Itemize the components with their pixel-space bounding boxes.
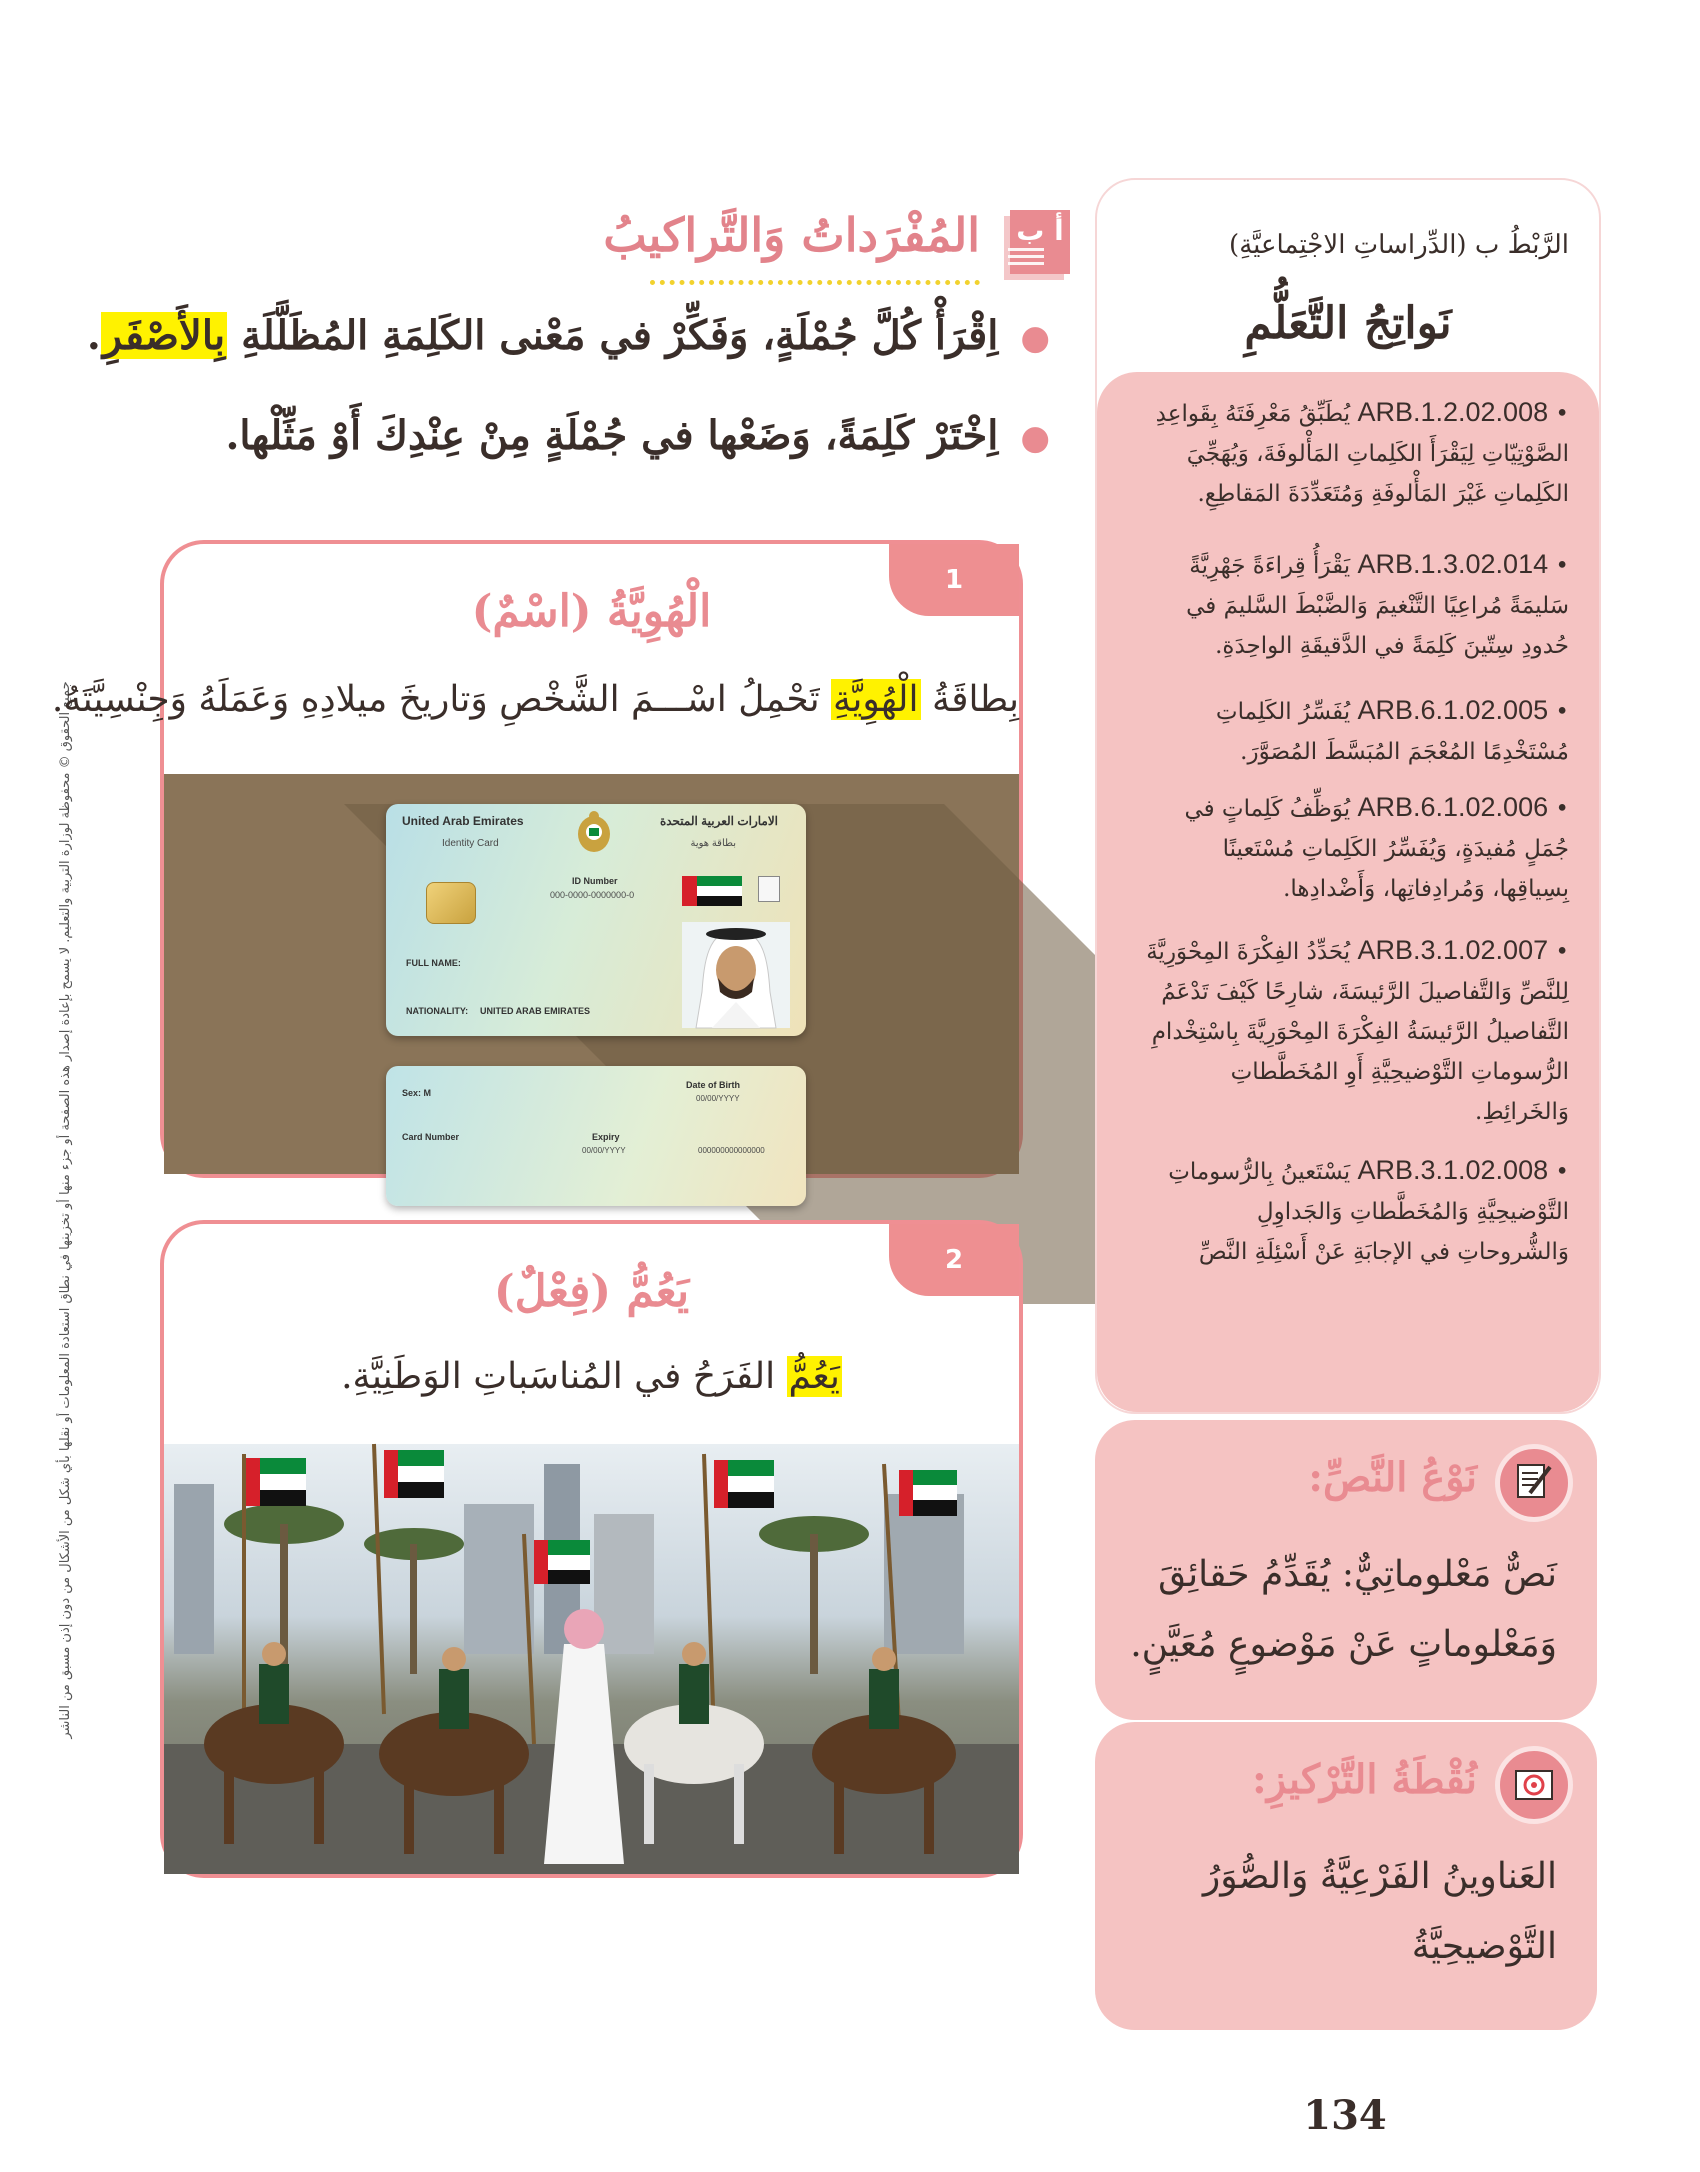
outcome-code: ARB.6.1.02.006: [1357, 792, 1549, 822]
outcome-code: ARB.3.1.02.007: [1357, 935, 1549, 965]
expiry-label: Expiry: [592, 1132, 620, 1142]
vocab-word: الْهُوِيَّةُ (اسْمٌ): [471, 586, 712, 637]
identity-card-front: [386, 804, 806, 1036]
outcome-item: • ARB.6.1.02.005 يُفَسِّرُ الكَلِماتِ مُسْتَخْدِمًا المُعْجَمَ المُبَسَّطَ المُصَوَّرَ.: [1215, 695, 1569, 765]
vocab-card-1: [51, 540, 1023, 1178]
text-type-title: نَوْعُ النَّصِّ:: [1308, 1454, 1477, 1501]
bullet-icon: ●: [1020, 318, 1050, 358]
nationality-value: UNITED ARAB EMIRATES: [480, 1006, 590, 1016]
id-card-en: Identity Card: [442, 838, 499, 849]
instruction-2-text: اِخْتَرْ كَلِمَةً، وَضَعْها في جُمْلَةٍ مِنْ عِنْدِكَ أَوْ مَثِّلْها.: [225, 412, 999, 459]
instruction-1: [86, 312, 1050, 359]
uae-flag-icon: [682, 876, 742, 906]
card-number-label: Card Number: [402, 1132, 460, 1142]
national-celebration-photo: [164, 1444, 1019, 1874]
focus-point-title: نُقْطَةُ التَّرْكيزِ:: [1252, 1756, 1477, 1803]
section-title: المُفْرَداتُ وَالتَّراكيبُ: [603, 208, 980, 262]
outcome-text: يُوَظِّفُ كَلِماتٍ في جُمَلٍ مُفيدَةٍ، وَيُفَسِّرُ الكَلِماتِ مُسْتَعينًا بِسِياقِها، وَمُرادِفاتِها، وَأَضْدادِها.: [1184, 796, 1569, 902]
learning-outcomes-panel: [1095, 178, 1601, 1414]
instruction-2: [150, 412, 1050, 459]
outcome-item: • ARB.3.1.02.008 يَسْتَعينُ بِالرُّسوماتِ التَّوْضيحِيَّةِ وَالمُخَطَّطاتِ وَالجَداوِلِ وَالشُّروحاتِ في الإجابَةِ عَنْ أَسْئِلَةِ النَّصِّ: [1168, 1155, 1569, 1265]
sentence-highlight: الْهُوِيَّةِ: [833, 679, 919, 720]
full-name-label: FULL NAME:: [406, 958, 461, 968]
vocab-sentence: [51, 679, 1019, 720]
card-number: 1: [889, 544, 1019, 616]
id-country-ar: الامارات العربية المتحدة: [659, 814, 778, 828]
portrait-image: [682, 922, 790, 1028]
card-number-value: 000000000000000: [698, 1146, 765, 1155]
dob-value: 00/00/YYYY: [696, 1094, 740, 1103]
instruction-1-end: .: [86, 312, 101, 359]
vocab-card-2: [160, 1220, 1023, 1878]
expiry-value: 00/00/YYYY: [582, 1146, 626, 1155]
outcomes-list: [1097, 372, 1599, 1412]
outcome-item: • ARB.1.2.02.008 يُطَبِّقُ مَعْرِفَتَهُ بِقَواعِدِ الصَّوْتِيّاتِ لِيَقْرَأَ الكَلِماتِ المَأْلوفَةَ، وَيُهَجِّيَ الكَلِماتِ غَيْرَ المَأْلوفَةِ وَمُتَعَدِّدَةَ المَقاطِعِ.: [1155, 397, 1569, 507]
id-country-en: United Arab Emirates: [402, 814, 524, 828]
outcome-item: • ARB.6.1.02.006 يُوَظِّفُ كَلِماتٍ في جُمَلٍ مُفيدَةٍ، وَيُفَسِّرُ الكَلِماتِ مُسْتَعينًا بِسِياقِها، وَمُرادِفاتِها، وَأَضْدادِها.: [1184, 792, 1569, 902]
sentence-end: الفَرَحُ في المُناسَباتِ الوَطَنِيَّةِ.: [341, 1356, 787, 1397]
bullet-icon: ●: [1020, 418, 1050, 458]
sentence-end: تَحْمِلُ اسْـــمَ الشَّخْصِ وَتاريخَ ميلادِهِ وَعَمَلَهُ وَجِنْسِيَّتَهُ.: [51, 679, 832, 720]
outcome-code: ARB.6.1.02.005: [1357, 695, 1549, 725]
text-type-panel: [1095, 1420, 1597, 1720]
sex-label: Sex: M: [402, 1088, 432, 1098]
copyright-note: جميع الحقوق © محفوظة لوزارة التربية والتعليم. لا يسمح بإعادة إصدار هذه الصفحة أو جزء منها أو تخزينها في نطاق استعادة المعلومات أو نقلها بأي شكل من الأشكال من دون إذن مسبق من الناشر: [58, 681, 73, 1739]
page-number: 134: [1303, 2092, 1387, 2139]
card-number: 2: [889, 1224, 1019, 1296]
dob-label: Date of Birth: [686, 1080, 740, 1090]
outcome-text: يَسْتَعينُ بِالرُّسوماتِ التَّوْضيحِيَّةِ وَالمُخَطَّطاتِ وَالجَداوِلِ وَالشُّروحاتِ في الإجابَةِ عَنْ أَسْئِلَةِ النَّصِّ: [1168, 1159, 1569, 1265]
focus-point-panel: [1095, 1722, 1597, 2030]
identity-card-photo: [164, 774, 1019, 1174]
chip-icon: [426, 882, 476, 924]
id-number-value: 000-0000-0000000-0: [550, 890, 635, 900]
target-icon: [1495, 1746, 1573, 1824]
emblem-icon: [574, 808, 614, 856]
outcome-text: يُطَبِّقُ مَعْرِفَتَهُ بِقَواعِدِ الصَّوْتِيّاتِ لِيَقْرَأَ الكَلِماتِ المَأْلوفَةَ، وَيُهَجِّيَ الكَلِماتِ غَيْرَ المَأْلوفَةِ وَمُتَعَدِّدَةَ المَقاطِعِ.: [1155, 401, 1569, 507]
section-heading: [600, 200, 1070, 290]
id-number-label: ID Number: [572, 876, 618, 886]
badge-label: أ ب: [1016, 214, 1064, 247]
sentence-highlight: يَعُمُّ: [788, 1356, 840, 1397]
outcome-code: ARB.3.1.02.008: [1357, 1155, 1549, 1185]
nationality-label: NATIONALITY:: [406, 1006, 469, 1016]
identity-card-back: [386, 1066, 806, 1206]
hologram-icon: [758, 876, 780, 902]
subject-link: الرَّبْطُ ب (الدِّراساتِ الاجْتِماعيَّةِ): [1229, 230, 1569, 260]
id-card-ar: بطاقة هوية: [690, 838, 736, 849]
outcome-text: يَقْرَأُ قِراءَةً جَهْرِيَّةً سَليمَةً مُراعِيًا التَّنْغيمَ وَالضَّبْطَ السَّليمَ في حُدودِ سِتّينَ كَلِمَةً في الدَّقيقَةِ الواحِدَةِ.: [1186, 553, 1569, 659]
outcome-text: يُفَسِّرُ الكَلِماتِ مُسْتَخْدِمًا المُعْجَمَ المُبَسَّطَ المُصَوَّرَ.: [1215, 699, 1569, 765]
outcome-text: يُحَدِّدُ الفِكْرَةَ المِحْوَرِيَّةَ لِلنَّصِّ وَالتَّفاصيلَ الرَّئيسَةَ، شارِحًا كَيْفَ تَدْعَمُ التَّفاصيلُ الرَّئيسَةُ الفِكْرَةَ المِحْوَرِيَّةَ بِاسْتِخْدامِ الرُّسوماتِ التَّوْضيحِيَّةِ أَوِ المُخَطَّطاتِ وَالخَرائِطِ.: [1146, 939, 1569, 1125]
focus-point-description: العَناوينُ الفَرْعِيَّةُ وَالصُّوَرُ التَّوْضيحِيَّةُ: [1202, 1856, 1557, 1967]
dotted-underline: [650, 280, 980, 285]
vocab-sentence: [164, 1356, 1019, 1397]
outcome-code: ARB.1.2.02.008: [1357, 397, 1549, 427]
outcome-item: • ARB.1.3.02.014 يَقْرَأُ قِراءَةً جَهْرِيَّةً سَليمَةً مُراعِيًا التَّنْغيمَ وَالضَّبْطَ السَّليمَ في حُدودِ سِتّينَ كَلِمَةً في الدَّقيقَةِ الواحِدَةِ.: [1186, 549, 1569, 659]
instruction-1-text: اِقْرَأْ كُلَّ جُمْلَةٍ، وَفَكِّرْ في مَعْنى الكَلِمَةِ المُظَلَّلَةِ: [227, 312, 999, 359]
instruction-1-highlight: بِالأَصْفَرِ: [102, 312, 226, 359]
sentence-start: بِطاقَةُ: [920, 679, 1019, 720]
vocab-word: يَعُمُّ (فِعْلٌ): [493, 1266, 690, 1317]
outcome-item: • ARB.3.1.02.007 يُحَدِّدُ الفِكْرَةَ المِحْوَرِيَّةَ لِلنَّصِّ وَالتَّفاصيلَ الرَّئيسَةَ، شارِحًا كَيْفَ تَدْعَمُ التَّفاصيلُ الرَّئيسَةُ الفِكْرَةَ المِحْوَرِيَّةَ بِاسْتِخْدامِ الرُّسوماتِ التَّوْضيحِيَّةِ أَوِ المُخَطَّطاتِ وَالخَرائِطِ.: [1146, 935, 1569, 1125]
outcome-code: ARB.1.3.02.014: [1357, 549, 1549, 579]
note-pen-icon: [1495, 1444, 1573, 1522]
outcomes-title: نَواتِجُ التَّعَلُّمِ: [1244, 298, 1452, 349]
vocabulary-badge-icon: [1000, 210, 1070, 280]
text-type-description: نَصٌّ مَعْلوماتِيٌّ: يُقَدِّمُ حَقائِقَ وَمَعْلوماتٍ عَنْ مَوْضوعٍ مُعَيَّنٍ.: [1130, 1554, 1557, 1665]
